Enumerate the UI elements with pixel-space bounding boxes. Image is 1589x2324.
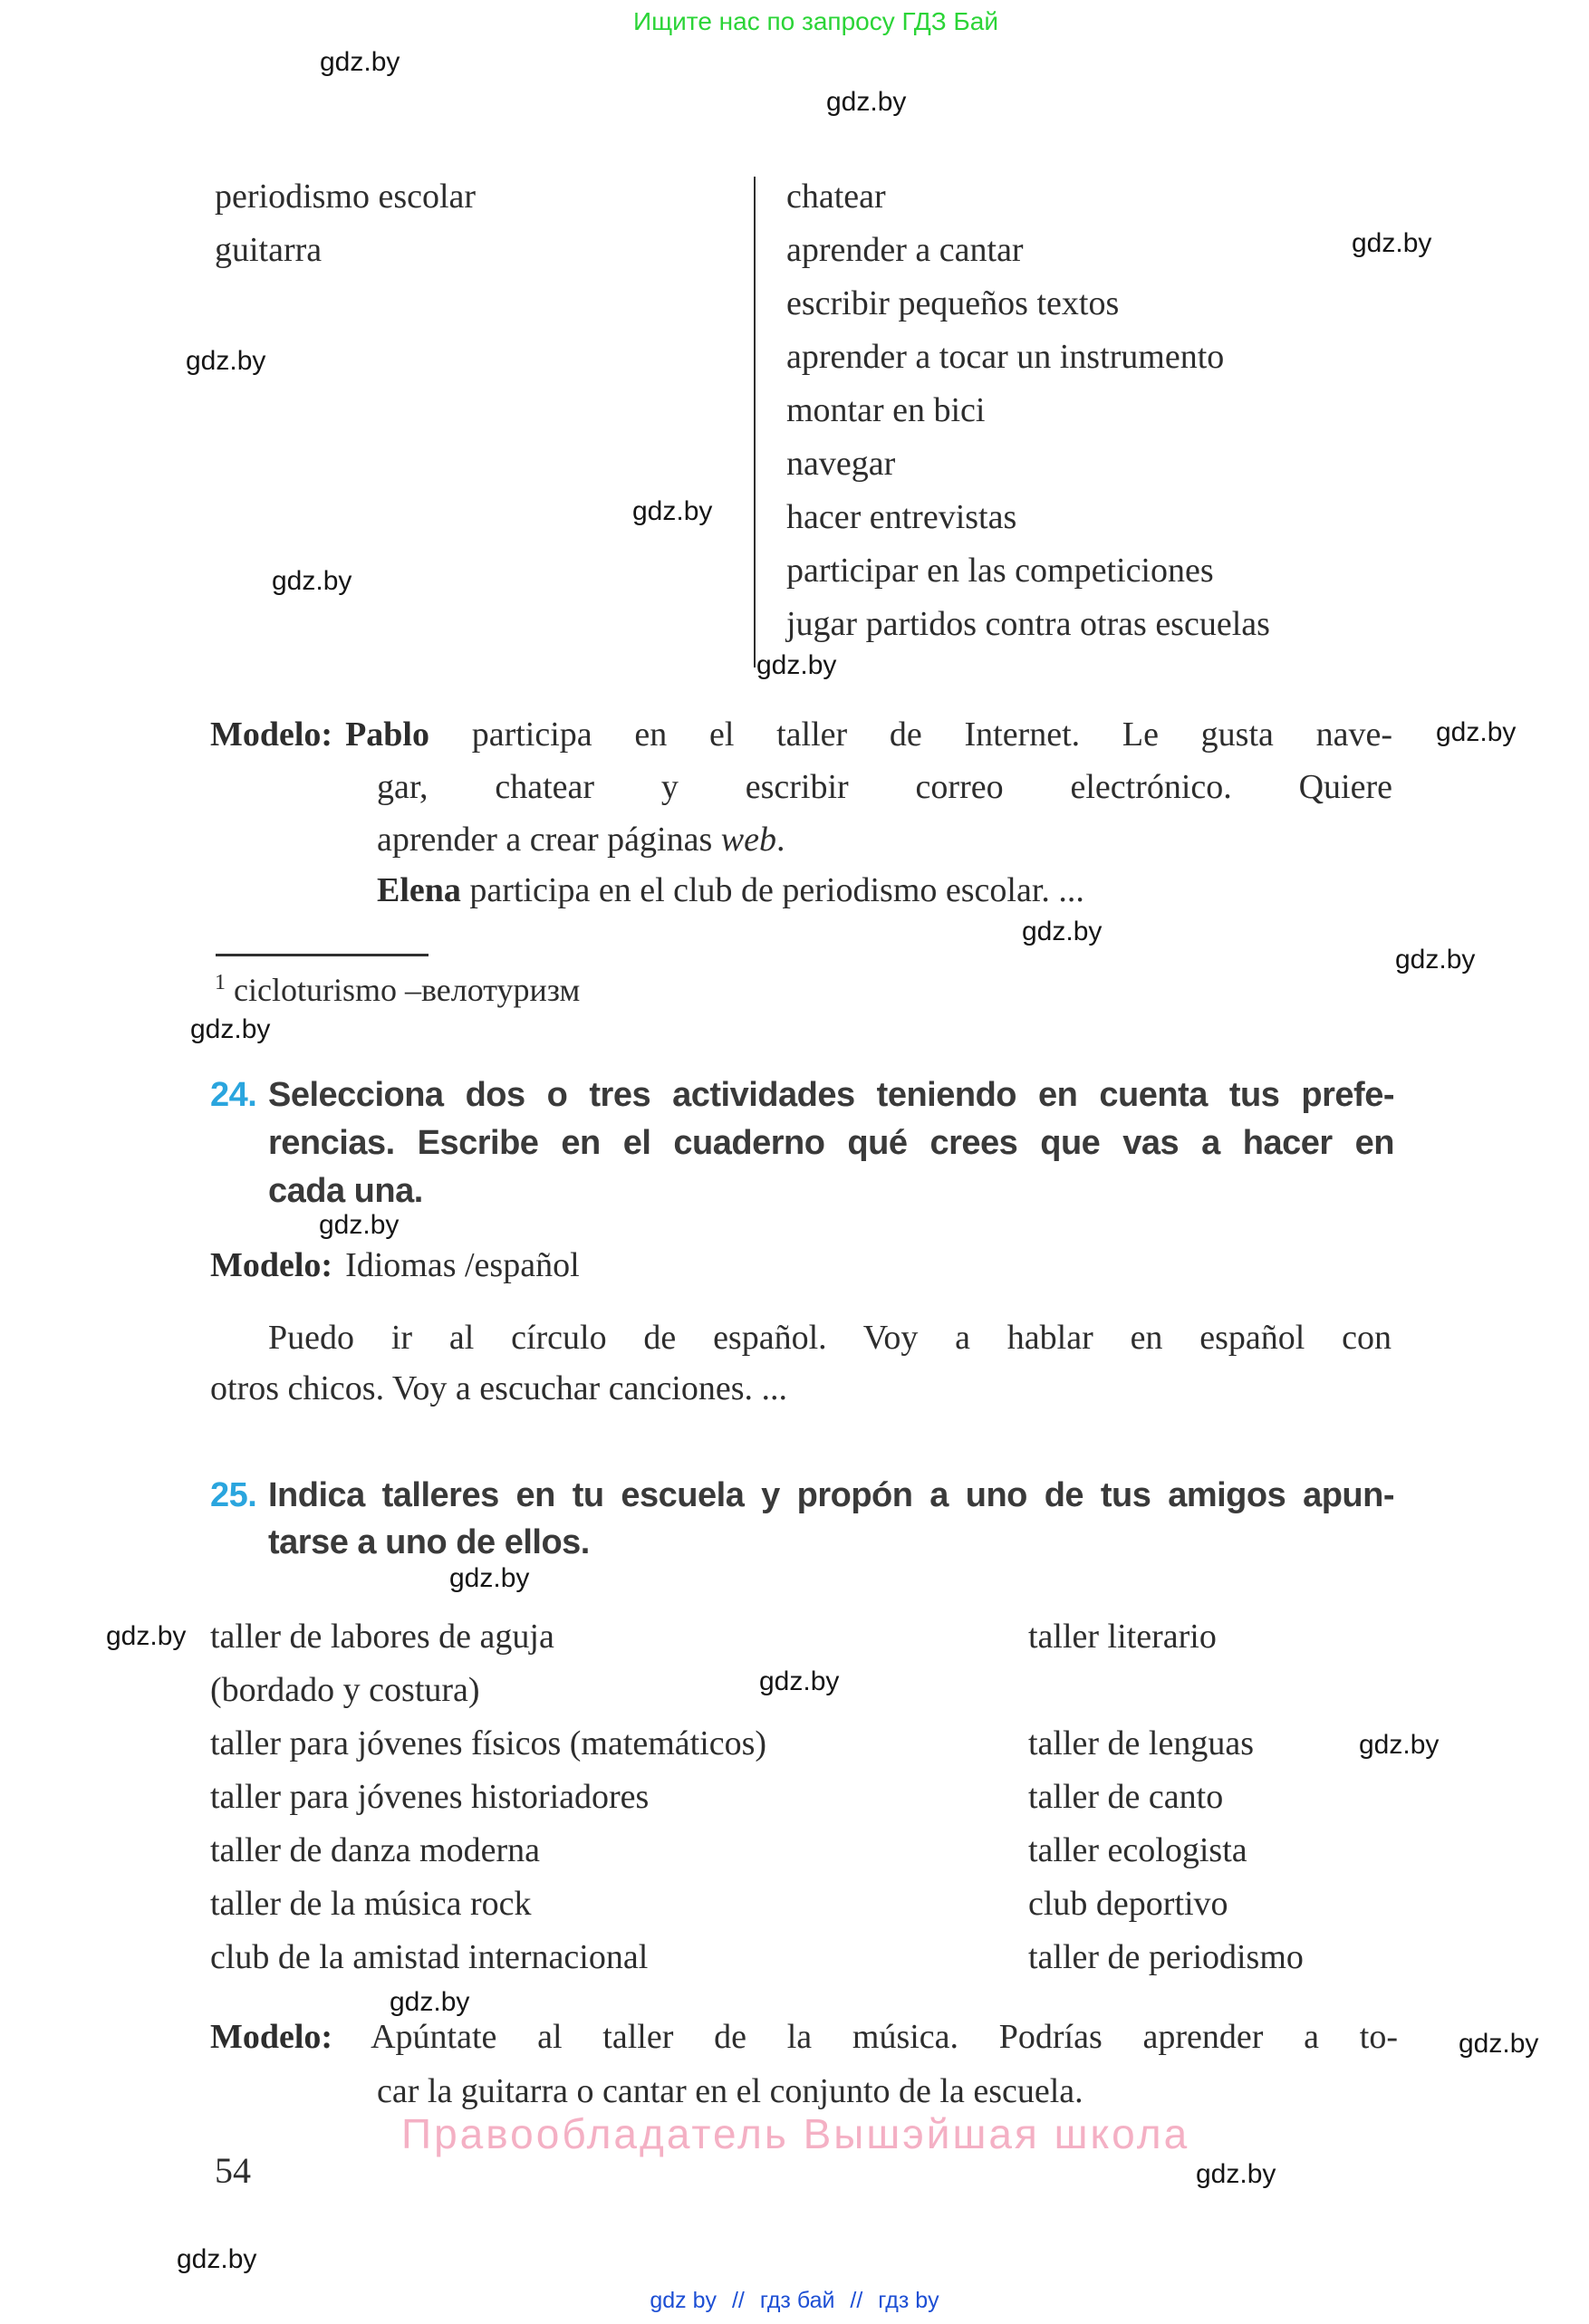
modelo1-name-pablo: Pablo — [345, 715, 429, 754]
modelo1-line3 — [377, 821, 785, 860]
modelo1-name-elena: Elena — [377, 871, 461, 909]
column-divider — [754, 177, 756, 667]
modelo2-line1 — [210, 2018, 1398, 2058]
gdz-watermark: gdz.by — [390, 1987, 470, 2017]
modelo1-line4-text: participa en el club de periodismo escolar. ... — [460, 871, 1084, 909]
activity-right-item: jugar partidos contra otras escuelas — [786, 605, 1270, 643]
taller-left-item: taller de la música rock — [210, 1885, 532, 1923]
activity-right-item: chatear — [786, 178, 886, 216]
modelo1-line2: gar, chatear y escribir correo electrónico. Quiere — [377, 768, 1392, 806]
gdz-watermark: gdz.by — [1436, 717, 1517, 747]
gdz-watermark: gdz.by — [186, 346, 266, 376]
footnote-number: 1 — [215, 971, 226, 994]
taller-right-item: taller ecologista — [1028, 1831, 1247, 1869]
modelo2-line1-text: Apúntate al taller de la música. Podrías aprender a to- — [371, 2018, 1398, 2056]
answer-line1: Puedo ir al círculo de español. Voy a hablar en español con — [268, 1319, 1392, 1357]
taller-right-item: taller literario — [1028, 1618, 1217, 1656]
gdz-watermark: gdz.by — [756, 650, 837, 680]
footer-link-gdz-bai[interactable]: гдз бай — [759, 2288, 835, 2313]
modelo-idiomas — [210, 1246, 580, 1286]
activity-left-item: periodismo escolar — [215, 178, 477, 216]
exercise-24-line2: rencias. Escribe en el cuaderno qué crees que vas a hacer en — [268, 1124, 1394, 1162]
gdz-watermark: gdz.by — [1395, 945, 1476, 975]
modelo1-line1-text: participa en el taller de Internet. Le gusta nave- — [429, 715, 1392, 754]
footer-link-gdz-by[interactable]: gdz by — [650, 2288, 717, 2313]
activity-right-item: participar en las competiciones — [786, 552, 1214, 590]
modelo-idiomas-text: Idiomas /español — [345, 1246, 580, 1284]
page-number: 54 — [215, 2150, 251, 2191]
gdz-watermark: gdz.by — [177, 2244, 257, 2274]
footnote-rule — [216, 954, 429, 956]
footnote-text: cicloturismo –велотуризм — [226, 972, 581, 1008]
taller-left-item: (bordado y costura) — [210, 1671, 480, 1709]
gdz-watermark: gdz.by — [759, 1666, 840, 1696]
exercise-25-number: 25. — [210, 1476, 257, 1514]
exercise-25-line2: tarse a uno de ellos. — [268, 1523, 590, 1561]
modelo-label: Modelo: — [210, 1246, 333, 1284]
activity-left-item: guitarra — [215, 231, 323, 269]
gdz-watermark: gdz.by — [319, 1210, 400, 1240]
copyright-watermark: Правообладатель Вышэйшая школа — [401, 2110, 1190, 2157]
gdz-watermark: gdz.by — [1022, 917, 1103, 946]
modelo2-line2: car la guitarra o cantar en el conjunto de la escuela. — [377, 2072, 1083, 2110]
gdz-watermark: gdz.by — [1359, 1730, 1440, 1760]
exercise-25-line1: Indica talleres en tu escuela y propón a uno de tus amigos apun- — [268, 1476, 1394, 1514]
activity-right-item: hacer entrevistas — [786, 498, 1017, 536]
gdz-watermark: gdz.by — [449, 1563, 530, 1593]
modelo-label: Modelo: — [210, 715, 333, 754]
exercise-24-line1: Selecciona dos o tres actividades teniendo en cuenta tus prefe- — [268, 1076, 1394, 1114]
taller-right-item: club deportivo — [1028, 1885, 1228, 1923]
taller-left-item: taller para jóvenes historiadores — [210, 1778, 650, 1816]
gdz-watermark: gdz.by — [632, 496, 713, 526]
modelo1-line3-period: . — [775, 821, 785, 859]
footer-links — [0, 2288, 1589, 2314]
modelo1-line1 — [210, 715, 1392, 755]
footnote — [215, 971, 580, 1009]
activity-right-item: escribir pequeños textos — [786, 284, 1120, 322]
activity-right-item: navegar — [786, 445, 896, 483]
taller-left-item: taller para jóvenes físicos (matemáticos) — [210, 1724, 767, 1762]
answer-line2: otros chicos. Voy a escuchar canciones. ... — [210, 1369, 788, 1407]
taller-left-item: taller de danza moderna — [210, 1831, 540, 1869]
taller-right-item: taller de canto — [1028, 1778, 1224, 1816]
taller-right-item: taller de lenguas — [1028, 1724, 1255, 1762]
gdz-watermark: gdz.by — [1459, 2029, 1539, 2059]
exercise-24-number: 24. — [210, 1076, 257, 1114]
modelo1-line3-text: aprender a crear páginas — [377, 821, 721, 859]
taller-left-item: club de la amistad internacional — [210, 1938, 649, 1976]
gdz-watermark: gdz.by — [106, 1621, 187, 1651]
gdz-watermark: gdz.by — [190, 1014, 271, 1044]
activity-right-item: aprender a cantar — [786, 231, 1024, 269]
activity-right-item: montar en bici — [786, 391, 986, 429]
gdz-watermark: gdz.by — [272, 566, 352, 596]
footer-separator: // — [731, 2288, 745, 2313]
footer-link-gdz-by2[interactable]: гдз by — [878, 2288, 939, 2313]
gdz-watermark: gdz.by — [320, 47, 400, 77]
activity-right-item: aprender a tocar un instrumento — [786, 338, 1225, 376]
taller-right-item: taller de periodismo — [1028, 1938, 1304, 1976]
gdz-watermark: gdz.by — [1352, 228, 1432, 258]
gdz-watermark: gdz.by — [826, 87, 907, 117]
modelo1-line4 — [377, 871, 1084, 911]
modelo1-line3-italic: web — [720, 821, 776, 859]
exercise-24-line3: cada una. — [268, 1172, 423, 1210]
gdz-watermark: gdz.by — [1196, 2159, 1276, 2189]
footer-separator: // — [850, 2288, 863, 2313]
taller-left-item: taller de labores de aguja — [210, 1618, 554, 1656]
promo-note: Ищите нас по запросу ГДЗ Бай — [633, 7, 999, 35]
modelo-label: Modelo: — [210, 2018, 333, 2056]
